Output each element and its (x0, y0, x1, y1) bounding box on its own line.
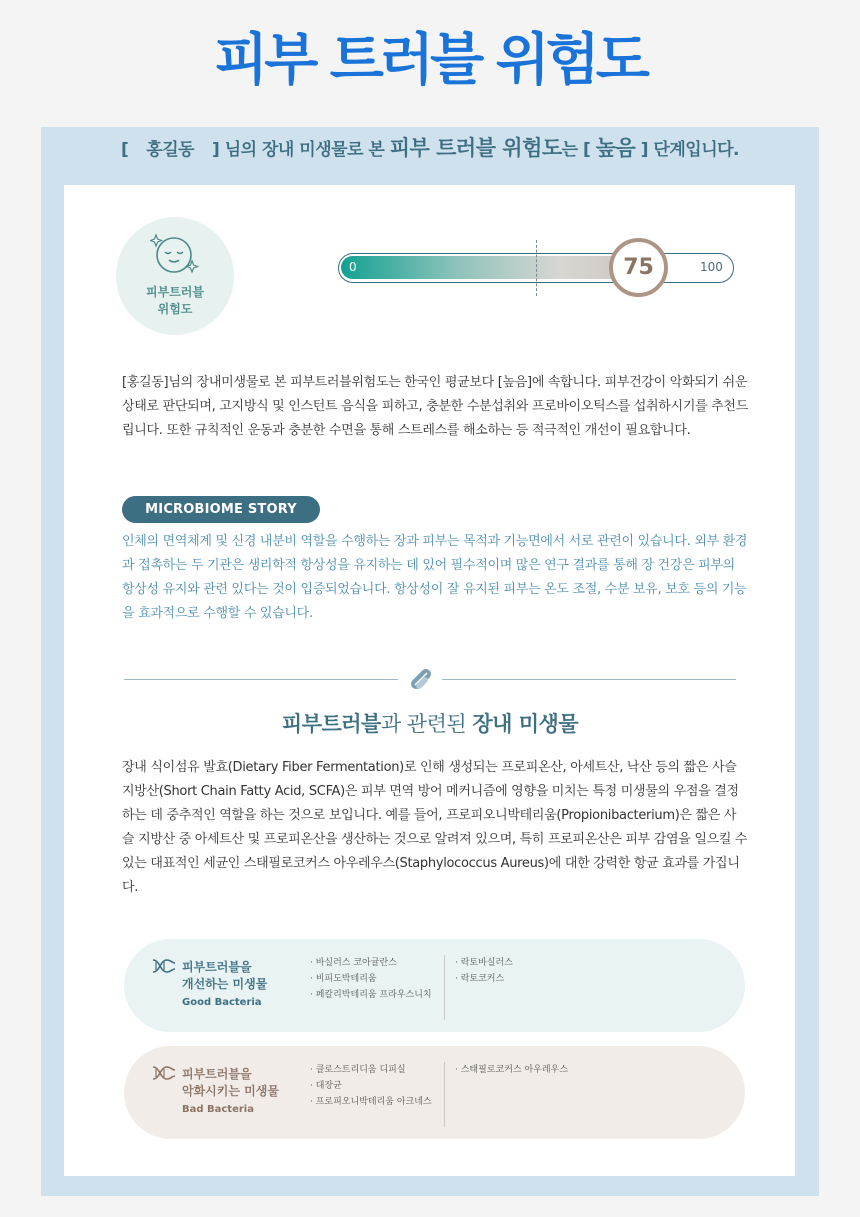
microbiome-story-text: 인체의 면역체계 및 신경 내분비 역할을 수행하는 장과 피부는 목적과 기능면에서 서로 관련이 있습니다. 외부 환경과 접촉하는 두 기관은 생리학적 항상성을 유지하는 데 있어 필수적이며 많은 연구 결과를 통해 장 건강은 피부의 항상성 유지와 관련 있다는 것이 입증되었습니다. 항상성이 잘 유지된 피부는 온도 조절, 수분 보유, 보호 등의 기능을 효과적으로 수행할 수 있습니다. (122, 534, 748, 621)
headline-bracket-open: [ (120, 140, 129, 160)
dna-icon (152, 1066, 176, 1080)
list-item: · 클로스트리디움 디피실 (310, 1065, 406, 1075)
list-item: · 스태필로코커스 아우레우스 (455, 1065, 568, 1075)
bad-bacteria-list-1 (310, 1062, 432, 1110)
gauge-score-marker: 75 (609, 238, 668, 297)
risk-summary-text: [홍길동]님의 장내미생물로 본 피부트러블위험도는 한국인 평균보다 [높음]에 속합니다. 피부건강이 악화되기 쉬운 상태로 판단되며, 고지방식 및 인스턴트 음식을 피하고, 충분한 수분섭취와 프로바이오틱스를 섭취하시기를 추천드립니다. 또한 규칙적인 운동과 충분한 수면을 통해 스트레스를 해소하는 등 적극적인 개선이 필요합니다. (122, 375, 748, 438)
headline-level-close: ] (640, 140, 648, 160)
good-bacteria-card (124, 939, 745, 1032)
list-item: · 바실러스 코아귤란스 (310, 958, 397, 968)
bad-bacteria-list-2 (455, 1062, 568, 1078)
column-separator (444, 955, 445, 1020)
headline-is: 는 (561, 140, 578, 160)
divider-line-left (124, 679, 398, 680)
sleeping-face-sparkle-icon (150, 231, 202, 283)
bad-title-line1: 피부트러블을 (182, 1067, 252, 1081)
headline-mid-text: 님의 장내 미생물로 본 (224, 140, 385, 160)
list-item: · 비피도박테리움 (310, 974, 377, 984)
dna-icon (152, 959, 176, 973)
headline-topic: 피부 트러블 위험도 (389, 136, 562, 160)
bad-bacteria-card (124, 1046, 745, 1139)
risk-icon-label-line2: 위험도 (157, 302, 193, 316)
list-item: · 락토바실러스 (455, 958, 513, 968)
divider-line-right (442, 679, 736, 680)
risk-headline (0, 132, 860, 162)
good-bacteria-title (182, 959, 267, 993)
headline-bracket-close: ] (212, 140, 220, 160)
list-item: · 프로피오니박테리움 아크네스 (310, 1097, 432, 1107)
microbiome-story-badge: MICROBIOME STORY (122, 496, 320, 523)
headline-level: 높음 (595, 136, 636, 160)
list-item: · 대장균 (310, 1081, 342, 1091)
column-separator (444, 1062, 445, 1127)
risk-icon-label-line1: 피부트러블 (146, 285, 204, 299)
good-title-line1: 피부트러블을 (182, 960, 252, 974)
gauge-min-label: 0 (349, 260, 357, 274)
related-microbes-text: 장내 식이섬유 발효(Dietary Fiber Fermentation)로 인해 생성되는 프로피온산, 아세트산, 낙산 등의 짧은 사슬 지방산(Short Chain Fatty Acid, SCFA)은 피부 면역 방어 메커니즘에 영향을 미치는 특정 미생물의 우점을 결정하는 데 중추적인 역할을 하는 것으로 보입니다. 예를 들어, 프로피오니박테리움(Propionibacterium)은 짧은 사슬 지방산 중 아세트산 및 프로피온산을 생산하는 것으로 알려져 있으며, 특히 프로피온산은 피부 감염을 일으킬 수 있는 대표적인 세균인 스태필로코커스 아우레우스(Staphylococcus Aureus)에 대한 강력한 항균 효과를 가집니다. (122, 760, 748, 895)
bad-bacteria-subtitle: Bad Bacteria (182, 1104, 254, 1115)
good-title-line2: 개선하는 미생물 (182, 977, 268, 991)
list-item: · 락토코커스 (455, 974, 505, 984)
risk-gauge-fill (341, 256, 634, 279)
section-title-mid: 과 관련된 (380, 712, 473, 736)
headline-level-open: [ (583, 140, 591, 160)
list-item: · 페칼리박테리움 프라우스니치 (310, 990, 432, 1000)
related-microbes-title (0, 708, 860, 738)
section-title-bold1: 피부트러블 (281, 712, 381, 736)
section-title-bold2: 장내 미생물 (472, 712, 579, 736)
bad-title-line2: 악화시키는 미생물 (182, 1084, 279, 1098)
good-bacteria-list-2 (455, 955, 513, 987)
average-marker-line (536, 240, 537, 296)
capsule-icon (406, 664, 436, 694)
headline-user-name: 홍길동 (146, 140, 195, 160)
good-bacteria-list-1 (310, 955, 432, 1003)
gauge-max-label: 100 (700, 260, 723, 274)
page-title: 피부 트러블 위험도 (214, 28, 646, 93)
risk-icon-label (116, 284, 234, 318)
bad-bacteria-title (182, 1066, 279, 1100)
good-bacteria-subtitle: Good Bacteria (182, 997, 262, 1008)
headline-end: 단계입니다. (653, 140, 739, 160)
